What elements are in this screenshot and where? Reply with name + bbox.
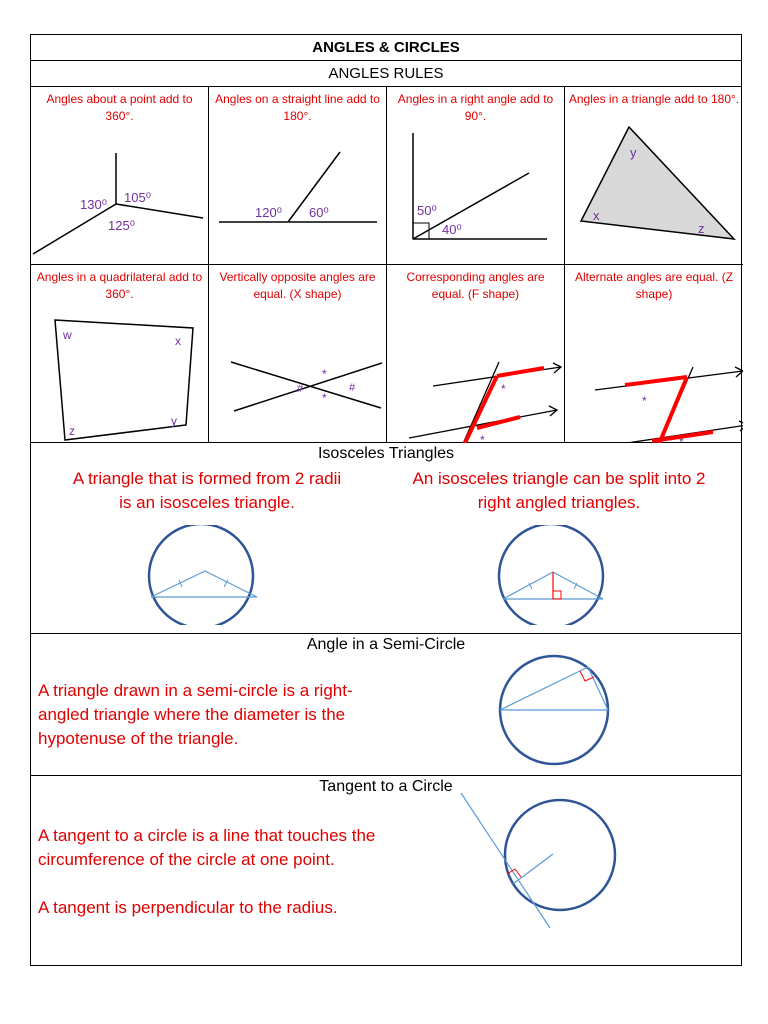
isosceles-split-diagram (493, 525, 613, 625)
angle-label: w (63, 328, 72, 342)
semicircle-text: A triangle drawn in a semi-circle is a right-angled triangle where the diameter is the hypotenuse of the triangle. (38, 681, 353, 748)
rule-point-360 (31, 87, 209, 265)
semicircle-section (31, 634, 741, 776)
angle-label: * (679, 435, 684, 443)
right-angle-diagram (387, 87, 565, 265)
angles-rules-heading: ANGLES RULES (31, 61, 741, 87)
rule-caption: Angles about a point add to 360°. (46, 92, 193, 123)
rule-straight-line-180 (209, 87, 387, 265)
angle-label: * (642, 394, 647, 408)
angle-label: * (480, 433, 485, 443)
rule-caption: Angles on a straight line add to 180°. (215, 92, 380, 123)
angles-circles-sheet (30, 34, 742, 966)
angle-label: 60⁰ (309, 205, 329, 220)
isosceles-section (31, 443, 741, 634)
x-shape-diagram (209, 265, 387, 443)
rule-caption: Vertically opposite angles are equal. (X shape) (219, 270, 376, 301)
tangent-text-1: A tangent to a circle is a line that touches the circumference of the circle at one point. (38, 826, 376, 869)
angle-label: z (69, 424, 75, 438)
angle-label: 120⁰ (255, 205, 282, 220)
angle-label: 125⁰ (108, 218, 135, 233)
rule-right-angle-90 (387, 87, 565, 265)
rule-vertically-opposite (209, 265, 387, 443)
isosceles-right-text: An isosceles triangle can be split into 2 right angled triangles. (412, 469, 706, 512)
angle-label: x (175, 334, 181, 348)
isosceles-left-text: A triangle that is formed from 2 radii is an isosceles triangle. (72, 469, 342, 512)
angle-label: 105⁰ (124, 190, 151, 205)
isosceles-circle-diagram (145, 525, 265, 625)
angle-label: * (501, 382, 506, 396)
rule-caption: Angles in a quadrilateral add to 360°. (36, 270, 203, 301)
angle-label: z (698, 221, 705, 236)
angle-label: 50⁰ (417, 203, 437, 218)
rule-caption: Corresponding angles are equal. (F shape) (406, 270, 545, 301)
tangent-heading: Tangent to a Circle (319, 778, 453, 795)
rule-corresponding (387, 265, 565, 443)
z-shape-diagram (565, 265, 743, 443)
angle-label: 40⁰ (442, 222, 462, 237)
triangle-diagram (565, 87, 743, 265)
rule-caption: Angles in a right angle add to 90°. (397, 92, 554, 123)
isosceles-heading: Isosceles Triangles (317, 445, 455, 462)
semicircle-diagram (495, 651, 613, 769)
tangent-diagram (453, 788, 623, 938)
angle-label: y (630, 145, 637, 160)
straight-line-diagram (209, 87, 387, 265)
rule-quadrilateral-360 (31, 265, 209, 443)
angle-label: # (297, 383, 304, 395)
angle-label: * (322, 391, 327, 405)
rule-caption: Alternate angles are equal. (Z shape) (574, 270, 734, 301)
rule-caption: Angles in a triangle add to 180°. (568, 92, 740, 106)
tangent-text-2: A tangent is perpendicular to the radius. (38, 898, 338, 917)
rule-alternate (565, 265, 743, 443)
quadrilateral-diagram (31, 265, 209, 443)
rule-triangle-180 (565, 87, 743, 265)
angle-label: # (349, 382, 356, 394)
f-shape-diagram (387, 265, 565, 443)
tangent-section (31, 776, 741, 966)
angle-label: * (322, 367, 327, 381)
angles-point-diagram (31, 87, 209, 265)
angle-label: 130⁰ (80, 197, 107, 212)
semicircle-heading: Angle in a Semi-Circle (306, 636, 466, 653)
angle-label: y (171, 414, 177, 428)
angle-rules-grid (31, 87, 741, 443)
angle-label: x (593, 208, 600, 223)
sheet-title: ANGLES & CIRCLES (31, 35, 741, 61)
